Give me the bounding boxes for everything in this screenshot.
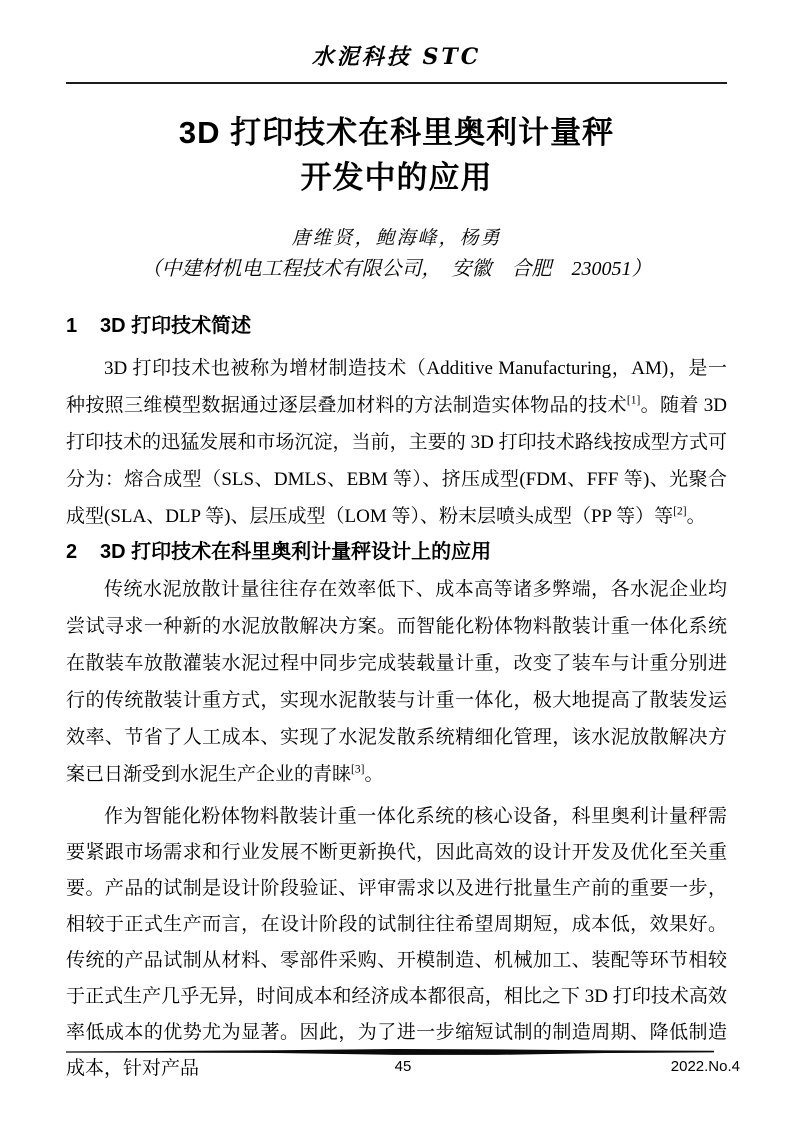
paragraph-2 bbox=[66, 571, 727, 793]
article-title bbox=[66, 110, 727, 200]
page-footer bbox=[66, 1048, 740, 1078]
section-2-number: 2 bbox=[66, 541, 78, 563]
section-2-title: 3D 打印技术在科里奥利计量秤设计上的应用 bbox=[100, 541, 492, 563]
section-1-heading bbox=[66, 313, 727, 340]
paragraph-2-text-a: 传统水泥放散计量往往存在效率低下、成本高等诸多弊端，各水泥企业均尝试寻求一种新的水泥放散解决方案。而智能化粉体物料散装计重一体化系统在散装车放散灌装水泥过程中同步完成装载量计重，改变了装车与计重分别进行的传统散装计重方式，实现水泥散装与计重一体化，极大地提高了散装发运效率、节省了人工成本、实现了水泥发散系统精细化管理，该水泥放散解决方案已日渐受到水泥生产企业的青睐 bbox=[66, 579, 727, 785]
paragraph-3 bbox=[66, 799, 727, 1087]
citation-ref-1: [1] bbox=[626, 394, 641, 407]
section-2-heading bbox=[66, 539, 727, 566]
citation-ref-3: [3] bbox=[351, 763, 365, 776]
paragraph-1 bbox=[66, 350, 727, 535]
citation-ref-2: [2] bbox=[673, 505, 687, 518]
article-title-line1: 3D 打印技术在科里奥利计量秤 bbox=[178, 115, 615, 150]
authors-line: 唐维贤，鲍海峰，杨勇 bbox=[291, 228, 502, 249]
journal-header-title: 水泥科技 STC bbox=[311, 44, 482, 70]
paragraph-2-text-b: 。 bbox=[364, 764, 384, 785]
page-number: 45 bbox=[394, 1058, 412, 1075]
paragraph-1-text-b: 。随着 3D 打印技术的迅猛发展和市场沉淀，当前，主要的 3D 打印技术路线按成型方式可分为：熔合成型（SLS、DMLS、EBM 等）、挤压成型(FDM、FFF 等)、光聚合成型(SLA、DLP 等)、层压成型（LOM 等）、粉末层喷头成型（PP 等）等 bbox=[66, 395, 727, 527]
paragraph-3-text: 作为智能化粉体物料散装计重一体化系统的核心设备，科里奥利计量秤需要紧跟市场需求和行业发展不断更新换代，因此高效的设计开发及优化至关重要。产品的试制是设计阶段验证、评审需求以及进行批量生产前的重要一步，相较于正式生产而言，在设计阶段的试制往往希望周期短，成本低，效果好。传统的产品试制从材料、零部件采购、开模制造、机械加工、装配等环节相较于正式生产几乎无异，时间成本和经济成本都很高，相比之下 3D 打印技术高效率低成本的优势尤为显著。因此，为了进一步缩短试制的制造周期、降低制造成本，针对产品 bbox=[66, 806, 727, 1079]
section-1-number: 1 bbox=[66, 315, 78, 337]
issue-label: 2022.No.4 bbox=[670, 1058, 740, 1075]
affiliation-line: （中建材机电工程技术有限公司， 安徽 合肥 230051） bbox=[141, 258, 652, 280]
paragraph-1-text-a: 3D 打印技术也被称为增材制造技术（Additive Manufacturing，AM)，是一种按照三维模型数据通过逐层叠加材料的方法制造实体物品的技术 bbox=[66, 358, 727, 416]
footer-rule bbox=[66, 1048, 714, 1056]
article-title-line2: 开发中的应用 bbox=[300, 160, 493, 195]
paragraph-1-text-c: 。 bbox=[686, 506, 706, 527]
footer-text-row bbox=[66, 1058, 740, 1078]
section-1-title: 3D 打印技术简述 bbox=[100, 315, 252, 337]
header-rule bbox=[66, 82, 727, 84]
